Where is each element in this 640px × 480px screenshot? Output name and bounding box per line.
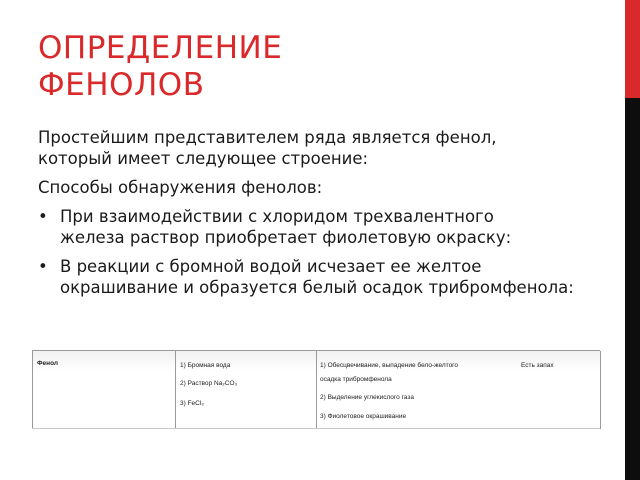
table-reagent: 3) FeCl₃ xyxy=(180,400,204,407)
bullet-item-bromine xyxy=(38,256,600,297)
table-col-substance xyxy=(32,351,176,429)
intro-paragraph: Простейшим представителем ряда является фенол, который имеет следующее строение: xyxy=(38,128,497,168)
table-bottom-border xyxy=(32,428,600,429)
bullet-marker: • xyxy=(38,257,48,276)
side-accent-red xyxy=(625,0,640,98)
detection-heading: Способы обнаружения фенолов: xyxy=(38,178,323,197)
table-effect: 3) Фиолетовое окрашивание xyxy=(320,413,407,420)
bullet-text: При взаимодействии с хлоридом трехвалентного железа раствор приобретает фиолетовую окраску: xyxy=(60,207,512,247)
table-effect: 1) Обесцвечивание, выпадение бело-желтого xyxy=(320,362,459,369)
table-col-effects xyxy=(316,351,601,429)
slide-title-line1: ОПРЕДЕЛЕНИЕ xyxy=(38,30,283,66)
table-effect: осадка трибромфенола xyxy=(320,376,392,383)
side-accent-bar xyxy=(625,0,640,480)
reaction-table xyxy=(32,350,600,429)
table-reagent: 1) Бромная вода xyxy=(180,362,231,369)
table-note: Есть запах xyxy=(521,362,554,369)
bullet-marker: • xyxy=(38,207,48,226)
bullet-item-fecl3 xyxy=(38,206,515,248)
table-effect: 2) Выделение углекислого газа xyxy=(320,394,414,401)
slide-title xyxy=(38,30,282,104)
slide-body xyxy=(38,127,598,297)
bullet-text: В реакции с бромной водой исчезает ее желтое окрашивание и образуется белый осадок трибромфенола: xyxy=(60,257,574,297)
table-col-reagents xyxy=(175,351,317,429)
detection-list xyxy=(38,206,598,297)
table-reagent: 2) Раствор Na₂CO₃ xyxy=(180,380,238,387)
table-substance: Фенол xyxy=(37,360,59,367)
slide-title-line2: ФЕНОЛОВ xyxy=(38,67,205,103)
